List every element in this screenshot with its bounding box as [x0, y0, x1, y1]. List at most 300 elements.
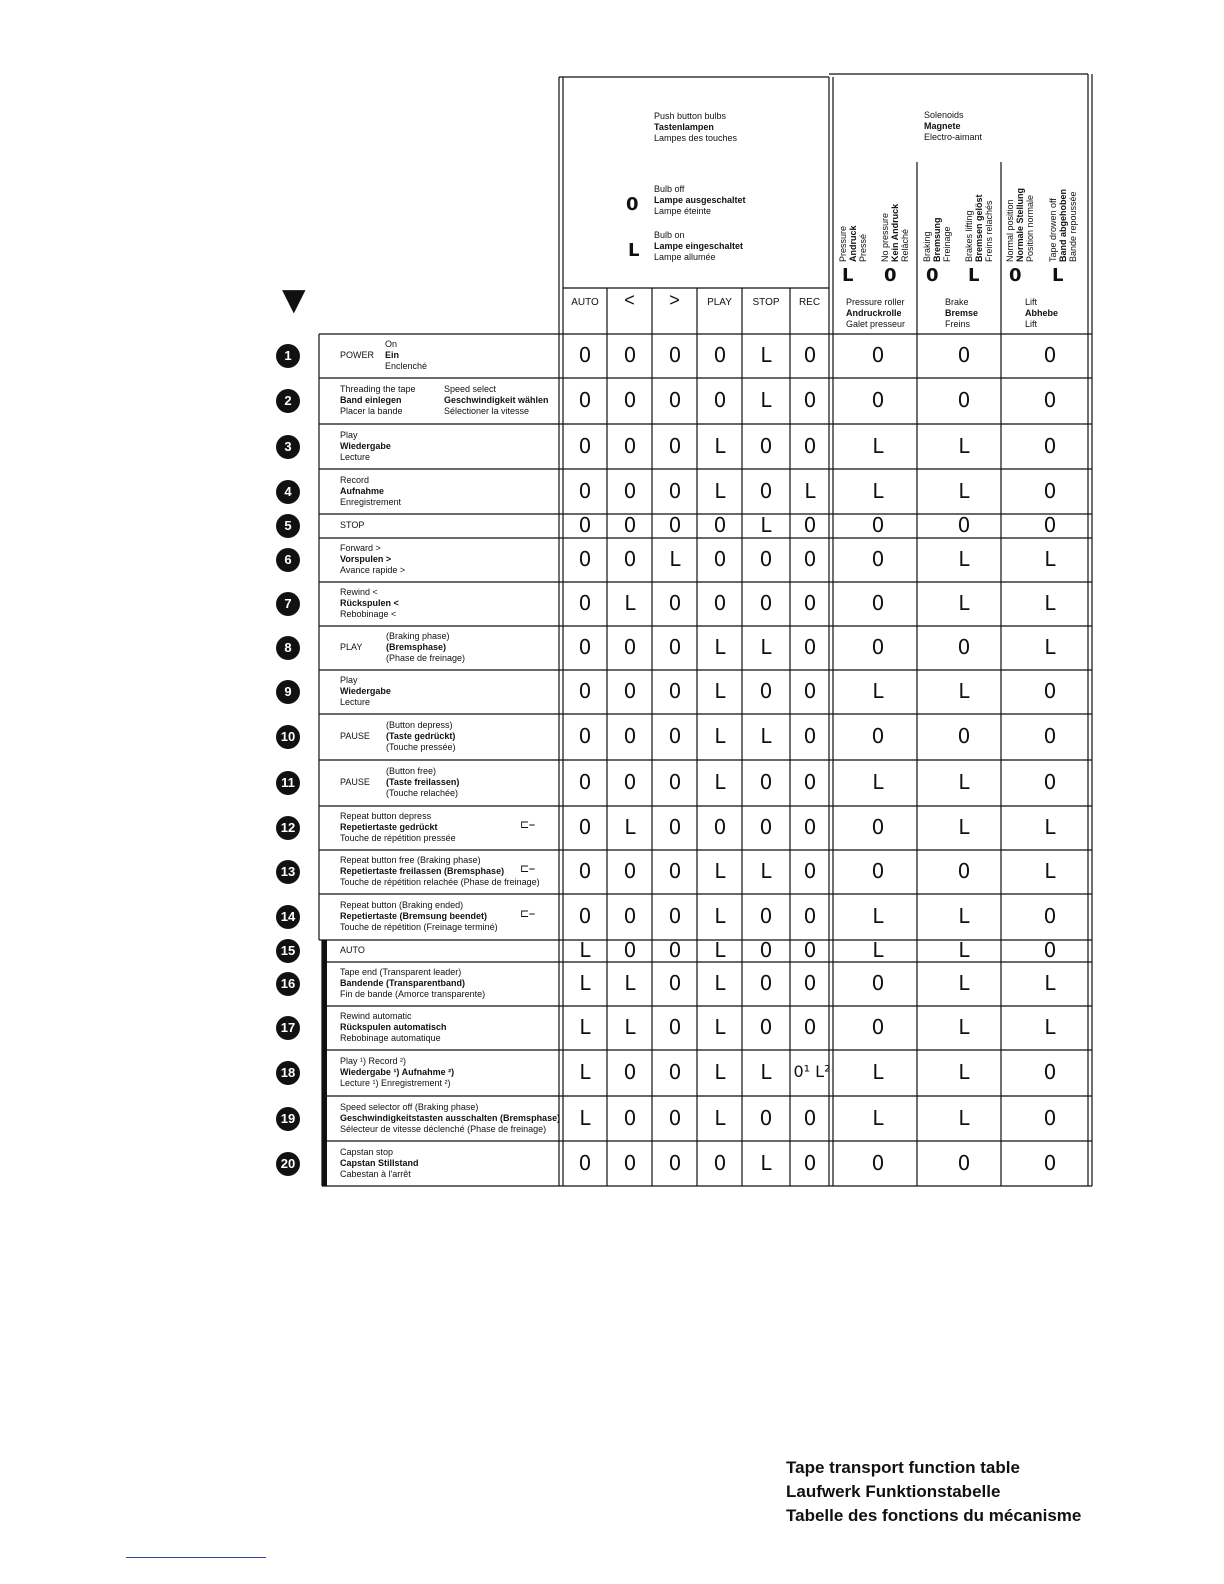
cell-value: 0 [871, 513, 885, 537]
cell-value: 0 [668, 1105, 682, 1130]
cell-value: L [872, 904, 884, 928]
row-subtitle: (Taste freilassen) [386, 777, 460, 787]
row-line: Rückspulen automatisch [340, 1022, 447, 1032]
cell-value: L [872, 679, 884, 703]
cell-value: L [760, 1150, 772, 1175]
cell-value: 0 [871, 859, 885, 883]
row-line: Play ¹) Record ²) [340, 1056, 407, 1066]
row-line: Cabestan à l'arrêt [340, 1168, 411, 1179]
cell-value: 0 [803, 1105, 817, 1130]
row-line: Capstan Stillstand [340, 1157, 419, 1168]
row-number-18: 18 [276, 1061, 300, 1085]
row-subtitle: (Taste gedrückt) [386, 731, 456, 741]
cell-value: L [624, 1015, 636, 1039]
label-no-pressure: No pressure Kein Andruck Relâché [880, 203, 910, 262]
cell-value: 0 [623, 904, 637, 928]
cell-value: 0 [623, 1105, 637, 1130]
caption-de: Laufwerk Funktionstabelle [786, 1482, 1001, 1501]
cell-value: 0 [668, 433, 682, 458]
cell-value: 0 [668, 724, 682, 748]
cell-value: 0 [1043, 904, 1057, 928]
row-line: Lecture ¹) Enregistrement ²) [340, 1078, 451, 1088]
cell-value: 0 [803, 635, 817, 659]
cell-value: 0 [871, 971, 885, 995]
row-number-19: 19 [276, 1107, 300, 1131]
cell-value: L [1044, 1015, 1056, 1039]
legend-bulb-on: Bulb on Lampe eingeschaltet Lampe allumée [654, 230, 744, 262]
row-subtitle: On [385, 339, 398, 349]
cell-value: 0 [623, 724, 637, 748]
row-number-3: 3 [276, 435, 300, 459]
row-title: PAUSE [340, 731, 370, 741]
cell-value: L [958, 1060, 970, 1084]
cell-value: 0 [803, 904, 817, 928]
cell-value: 0 [578, 679, 592, 703]
cell-value: L [714, 859, 726, 883]
row-number-2: 2 [276, 389, 300, 413]
row-line: Play [340, 675, 358, 685]
row-label [340, 1056, 454, 1089]
cell-value: 0 [668, 1015, 682, 1039]
row-label [340, 1147, 419, 1180]
row-subtitle: (Touche pressée) [386, 742, 456, 752]
cell-value: 0 [668, 971, 682, 995]
row-line: Lecture [340, 697, 371, 707]
cell-value: 0 [578, 770, 592, 794]
cell-value: 0 [623, 635, 637, 659]
cell-value: 0 [713, 547, 727, 571]
cell-value: L [760, 343, 772, 367]
cell-value: L [958, 815, 970, 839]
cell-value: 0 [759, 971, 773, 995]
cell-value: 0 [713, 591, 727, 615]
row-line: Avance rapide > [340, 565, 406, 575]
cell-value: 0 [1043, 724, 1057, 748]
cell-value: 0 [803, 591, 817, 615]
sym-lift-L: L [1052, 265, 1064, 286]
row-number-20: 20 [276, 1152, 300, 1176]
row-subtitle: (Button depress) [386, 720, 453, 730]
row-label [340, 543, 405, 576]
row-title: AUTO [340, 945, 365, 955]
label-braking: Braking Bremsung Freinage [922, 217, 952, 262]
cell-value: 0 [871, 724, 885, 748]
cell-value: 0 [623, 433, 637, 458]
row-line: Rewind < [340, 587, 378, 597]
cell-value: L [714, 971, 726, 995]
cell-value: 0 [668, 904, 682, 928]
cell-value: 0 [578, 904, 592, 928]
cell-value: L [958, 904, 970, 928]
cell-value: L [714, 1105, 726, 1130]
cell-value: L [872, 433, 884, 458]
cell-value: L [579, 1060, 591, 1084]
cell-value: 0 [871, 635, 885, 659]
row-line: Touche de répétition (Freinage terminé) [340, 922, 498, 932]
cell-value: 0 [957, 343, 971, 367]
cell-value: 0 [803, 971, 817, 995]
cell-value: 0 [803, 679, 817, 703]
cell-value: 0 [668, 770, 682, 794]
cell-value: 0 [578, 547, 592, 571]
row-line: Sélecteur de vitesse déclenché (Phase de freinage) [340, 1123, 547, 1134]
cell-value: 0 [1043, 513, 1057, 537]
cell-value: 0 [668, 478, 682, 503]
cell-value: 0 [803, 815, 817, 839]
cell-value: L [714, 635, 726, 659]
row-line: Wiedergabe ¹) Aufnahme ²) [340, 1067, 455, 1077]
cell-value: 0 [803, 513, 817, 537]
down-arrow-icon: ▼ [274, 278, 314, 322]
row-line: Repeat button free (Braking phase) [340, 855, 481, 865]
row-title: PAUSE [340, 777, 370, 787]
cell-value: L [760, 724, 772, 748]
row-line: Repeat button depress [340, 811, 432, 821]
cell-value: 0 [578, 591, 592, 615]
cell-value: 0 [623, 547, 637, 571]
row-label [340, 811, 535, 844]
cell-value: L [760, 388, 772, 412]
cell-value: 0 [759, 1105, 773, 1130]
row-number-9: 9 [276, 680, 300, 704]
cell-value: L [1044, 815, 1056, 839]
cell-value: L [1044, 859, 1056, 883]
cell-value: 0 [578, 343, 592, 367]
cell-value: L [714, 679, 726, 703]
sym-pressure-L: L [842, 265, 854, 286]
col-rec: REC [798, 297, 821, 308]
row-line: Placer la bande [340, 406, 403, 416]
row-number-10: 10 [276, 725, 300, 749]
row-subtitle: (Braking phase) [386, 631, 450, 641]
row-subtitle: (Button free) [386, 766, 437, 776]
cell-value: L [958, 679, 970, 703]
cell-value: L [1044, 591, 1056, 615]
row-number-4: 4 [276, 480, 300, 504]
sym-brake-0: 0 [926, 265, 939, 286]
sym-lift-0: 0 [1009, 265, 1022, 286]
col-pressure-roller: Pressure roller Andruckrolle Galet presseur [846, 297, 906, 329]
footer-rule [126, 1557, 266, 1558]
cell-value: 0 [713, 815, 727, 839]
cell-value: L [1044, 971, 1056, 995]
cell-value: 0 [957, 635, 971, 659]
cell-value: 0 [1043, 1105, 1057, 1130]
row-label [340, 520, 364, 531]
row-number-8: 8 [276, 636, 300, 660]
cell-value: L [760, 859, 772, 883]
cell-value: L [579, 938, 591, 962]
label-tape-drawn-off: Tape drowen off Band abgehoben Bande repoussée [1048, 188, 1078, 262]
row-number-11: 11 [276, 771, 300, 795]
cell-value: L [714, 433, 726, 458]
row-line: Speed selector off (Braking phase) [340, 1101, 479, 1112]
cell-value: 0 [803, 1015, 817, 1039]
row-line: Threading the tape [340, 384, 416, 394]
cell-value: L [760, 635, 772, 659]
legend-bulb-off: Bulb off Lampe ausgeschaltet Lampe éteinte [654, 184, 746, 216]
cell-value: 0 [871, 547, 885, 571]
cell-value: 0 [623, 679, 637, 703]
cell-value: L [714, 904, 726, 928]
cell-value: L [624, 591, 636, 615]
row-label [340, 475, 401, 508]
cell-value: 0 [1043, 388, 1057, 412]
col-auto: AUTO [571, 297, 599, 308]
cell-value: 0 [668, 635, 682, 659]
row-number-17: 17 [276, 1016, 300, 1040]
col-lift: Lift Abhebe Lift [1025, 297, 1059, 329]
row-number-5: 5 [276, 514, 300, 538]
row-number-7: 7 [276, 592, 300, 616]
label-normal-position: Normal position Normale Stellung Position normale [1005, 187, 1035, 262]
cell-value: 0 [759, 815, 773, 839]
row-line: Rewind automatic [340, 1011, 412, 1021]
row-line: Lecture [340, 451, 371, 462]
cell-value: L [1044, 635, 1056, 659]
cell-value: 0 [668, 1060, 682, 1084]
cell-value: 0 [713, 1150, 727, 1175]
col-brake: Brake Bremse Freins [945, 297, 979, 329]
cell-value: 0 [1043, 433, 1057, 458]
repeat-button-icon: ⊏⎯ [520, 819, 535, 831]
row-subtitle: Enclenché [385, 361, 428, 371]
row-line: Repetiertaste gedrückt [340, 822, 438, 832]
cell-value: L [872, 770, 884, 794]
cell-value: L [714, 1015, 726, 1039]
cell-value: 0 [871, 1150, 885, 1175]
row-subtitle: (Phase de freinage) [386, 653, 466, 663]
cell-value: 0 [1043, 770, 1057, 794]
cell-value: L [958, 938, 970, 962]
row-line: Repeat button (Braking ended) [340, 900, 464, 910]
row-title: POWER [340, 350, 375, 360]
row-title: STOP [340, 520, 365, 530]
cell-value: L [958, 433, 970, 458]
cell-value: L [714, 938, 726, 962]
row-line: Rebobinage < [340, 609, 397, 619]
cell-value: L [714, 770, 726, 794]
cell-value: 0 [803, 343, 817, 367]
cell-value: 0 [668, 388, 682, 412]
legend-L-symbol: L [628, 240, 640, 261]
row-line: Aufnahme [340, 485, 385, 496]
cell-value: L [958, 478, 970, 503]
cell-value: L [1044, 547, 1056, 571]
row-number-15: 15 [276, 939, 300, 963]
cell-value: 0 [1043, 938, 1057, 962]
row-line-right: Geschwindigkeit wählen [444, 395, 549, 405]
row-line: Rückspulen < [340, 598, 399, 608]
row-label [340, 855, 540, 888]
row-number-14: 14 [276, 905, 300, 929]
cell-value: 0¹ L² [793, 1062, 831, 1081]
row-line-right: Sélectioner la vitesse [444, 406, 530, 416]
cell-value: L [872, 478, 884, 503]
row-line-right: Speed select [444, 384, 497, 394]
cell-value: 0 [668, 859, 682, 883]
legend-0-symbol: 0 [626, 194, 639, 215]
col-forward: > [669, 290, 680, 310]
cell-value: 0 [759, 547, 773, 571]
row-line: Touche de répétition pressée [340, 833, 456, 843]
row-line: Capstan stop [340, 1146, 394, 1157]
row-line: Geschwindigkeitstasten ausschalten (Bremsphase) [340, 1112, 561, 1123]
cell-value: 0 [803, 938, 817, 962]
cell-value: 0 [668, 591, 682, 615]
cell-value: 0 [668, 1150, 682, 1175]
cell-value: 0 [578, 433, 592, 458]
repeat-button-icon: ⊏⎯ [520, 908, 535, 920]
cell-value: 0 [871, 388, 885, 412]
cell-value: 0 [957, 1150, 971, 1175]
cell-value: L [872, 1105, 884, 1130]
row-label [340, 967, 485, 1000]
cell-value: L [958, 971, 970, 995]
row-label [340, 900, 535, 933]
label-brakes-lifting: Brakes lifting Bremsen gelöst Freins relachés [964, 194, 994, 262]
cell-value: L [669, 547, 681, 571]
row-line: Record [340, 474, 370, 485]
cell-value: 0 [803, 547, 817, 571]
cell-value: 0 [578, 478, 592, 503]
cell-value: 0 [578, 1150, 592, 1175]
row-label [340, 384, 549, 417]
cell-value: L [958, 547, 970, 571]
cell-value: 0 [803, 724, 817, 748]
col-play: PLAY [707, 297, 732, 308]
cell-value: 0 [759, 770, 773, 794]
row-line: Wiedergabe [340, 686, 391, 696]
row-label [340, 1102, 560, 1135]
solenoids-title: Solenoids Magnete Electro-aimant [924, 110, 983, 142]
row-line: Forward > [340, 543, 381, 553]
cell-value: 0 [668, 513, 682, 537]
sym-pressure-0: 0 [884, 265, 897, 286]
cell-value: 0 [623, 343, 637, 367]
row-line: Repetiertaste freilassen (Bremsphase) [340, 866, 505, 876]
cell-value: 0 [803, 770, 817, 794]
cell-value: L [714, 1060, 726, 1084]
cell-value: L [760, 1060, 772, 1084]
cell-value: 0 [578, 724, 592, 748]
row-number-16: 16 [276, 972, 300, 996]
cell-value: L [579, 1015, 591, 1039]
cell-value: L [958, 1015, 970, 1039]
cell-value: L [760, 513, 772, 537]
cell-value: 0 [668, 679, 682, 703]
cell-value: L [624, 971, 636, 995]
cell-value: 0 [803, 859, 817, 883]
cell-value: 0 [759, 1015, 773, 1039]
row-subtitle: (Bremsphase) [386, 642, 447, 652]
cell-value: 0 [1043, 478, 1057, 503]
cell-value: 0 [1043, 1060, 1057, 1084]
cell-value: 0 [803, 1150, 817, 1175]
cell-value: 0 [668, 938, 682, 962]
cell-value: 0 [957, 724, 971, 748]
cell-value: 0 [1043, 1150, 1057, 1175]
cell-value: 0 [957, 513, 971, 537]
label-pressure: Pressure Andruck Pressé [838, 225, 868, 262]
cell-value: 0 [668, 815, 682, 839]
row-line: Enregistrement [340, 496, 402, 507]
cell-value: 0 [871, 591, 885, 615]
row-line: Tape end (Transparent leader) [340, 967, 462, 977]
row-number-1: 1 [276, 344, 300, 368]
row-label [340, 587, 399, 620]
row-line: Play [340, 429, 358, 440]
cell-value: 0 [759, 904, 773, 928]
cell-value: 0 [713, 513, 727, 537]
cell-value: 0 [578, 513, 592, 537]
cell-value: 0 [623, 859, 637, 883]
row-number-6: 6 [276, 548, 300, 572]
col-stop: STOP [752, 297, 780, 308]
row-label [340, 430, 391, 463]
cell-value: L [804, 478, 816, 503]
cell-value: 0 [957, 388, 971, 412]
cell-value: 0 [759, 938, 773, 962]
caption-en: Tape transport function table [786, 1458, 1020, 1477]
row-line: Bandende (Transparentband) [340, 978, 466, 988]
row-label [340, 1011, 447, 1044]
cell-value: 0 [623, 388, 637, 412]
row-line: Rebobinage automatique [340, 1033, 441, 1043]
cell-value: 0 [623, 770, 637, 794]
row-line: Repetiertaste (Bremsung beendet) [340, 911, 488, 921]
cell-value: 0 [1043, 343, 1057, 367]
cell-value: L [958, 1105, 970, 1130]
cell-value: 0 [623, 1060, 637, 1084]
cell-value: 0 [1043, 679, 1057, 703]
row-subtitle: (Touche relachée) [386, 788, 459, 798]
cell-value: L [579, 1105, 591, 1130]
cell-value: 0 [871, 815, 885, 839]
cell-value: 0 [803, 433, 817, 458]
sym-brake-L: L [968, 265, 980, 286]
row-number-13: 13 [276, 860, 300, 884]
row-line: Band einlegen [340, 395, 402, 405]
col-rewind: < [624, 290, 635, 310]
cell-value: 0 [957, 859, 971, 883]
cell-value: 0 [871, 1015, 885, 1039]
cell-value: L [579, 971, 591, 995]
caption-fr: Tabelle des fonctions du mécanisme [786, 1506, 1082, 1525]
cell-value: 0 [578, 635, 592, 659]
cell-value: 0 [713, 343, 727, 367]
cell-value: L [624, 815, 636, 839]
bulbs-title: Push button bulbs Tastenlampen Lampes des touches [654, 111, 738, 143]
cell-value: 0 [759, 478, 773, 503]
cell-value: L [872, 1060, 884, 1084]
cell-value: 0 [871, 343, 885, 367]
row-line: Vorspulen > [340, 554, 392, 564]
cell-value: 0 [623, 513, 637, 537]
cell-value: L [714, 478, 726, 503]
row-number-12: 12 [276, 816, 300, 840]
cell-value: 0 [803, 388, 817, 412]
cell-value: 0 [668, 343, 682, 367]
cell-value: L [872, 938, 884, 962]
row-label [340, 945, 365, 956]
cell-value: 0 [578, 859, 592, 883]
cell-value: L [714, 724, 726, 748]
row-line: Touche de répétition relachée (Phase de freinage) [340, 877, 540, 887]
cell-value: L [958, 591, 970, 615]
row-title: PLAY [340, 642, 363, 652]
row-label [340, 675, 391, 708]
